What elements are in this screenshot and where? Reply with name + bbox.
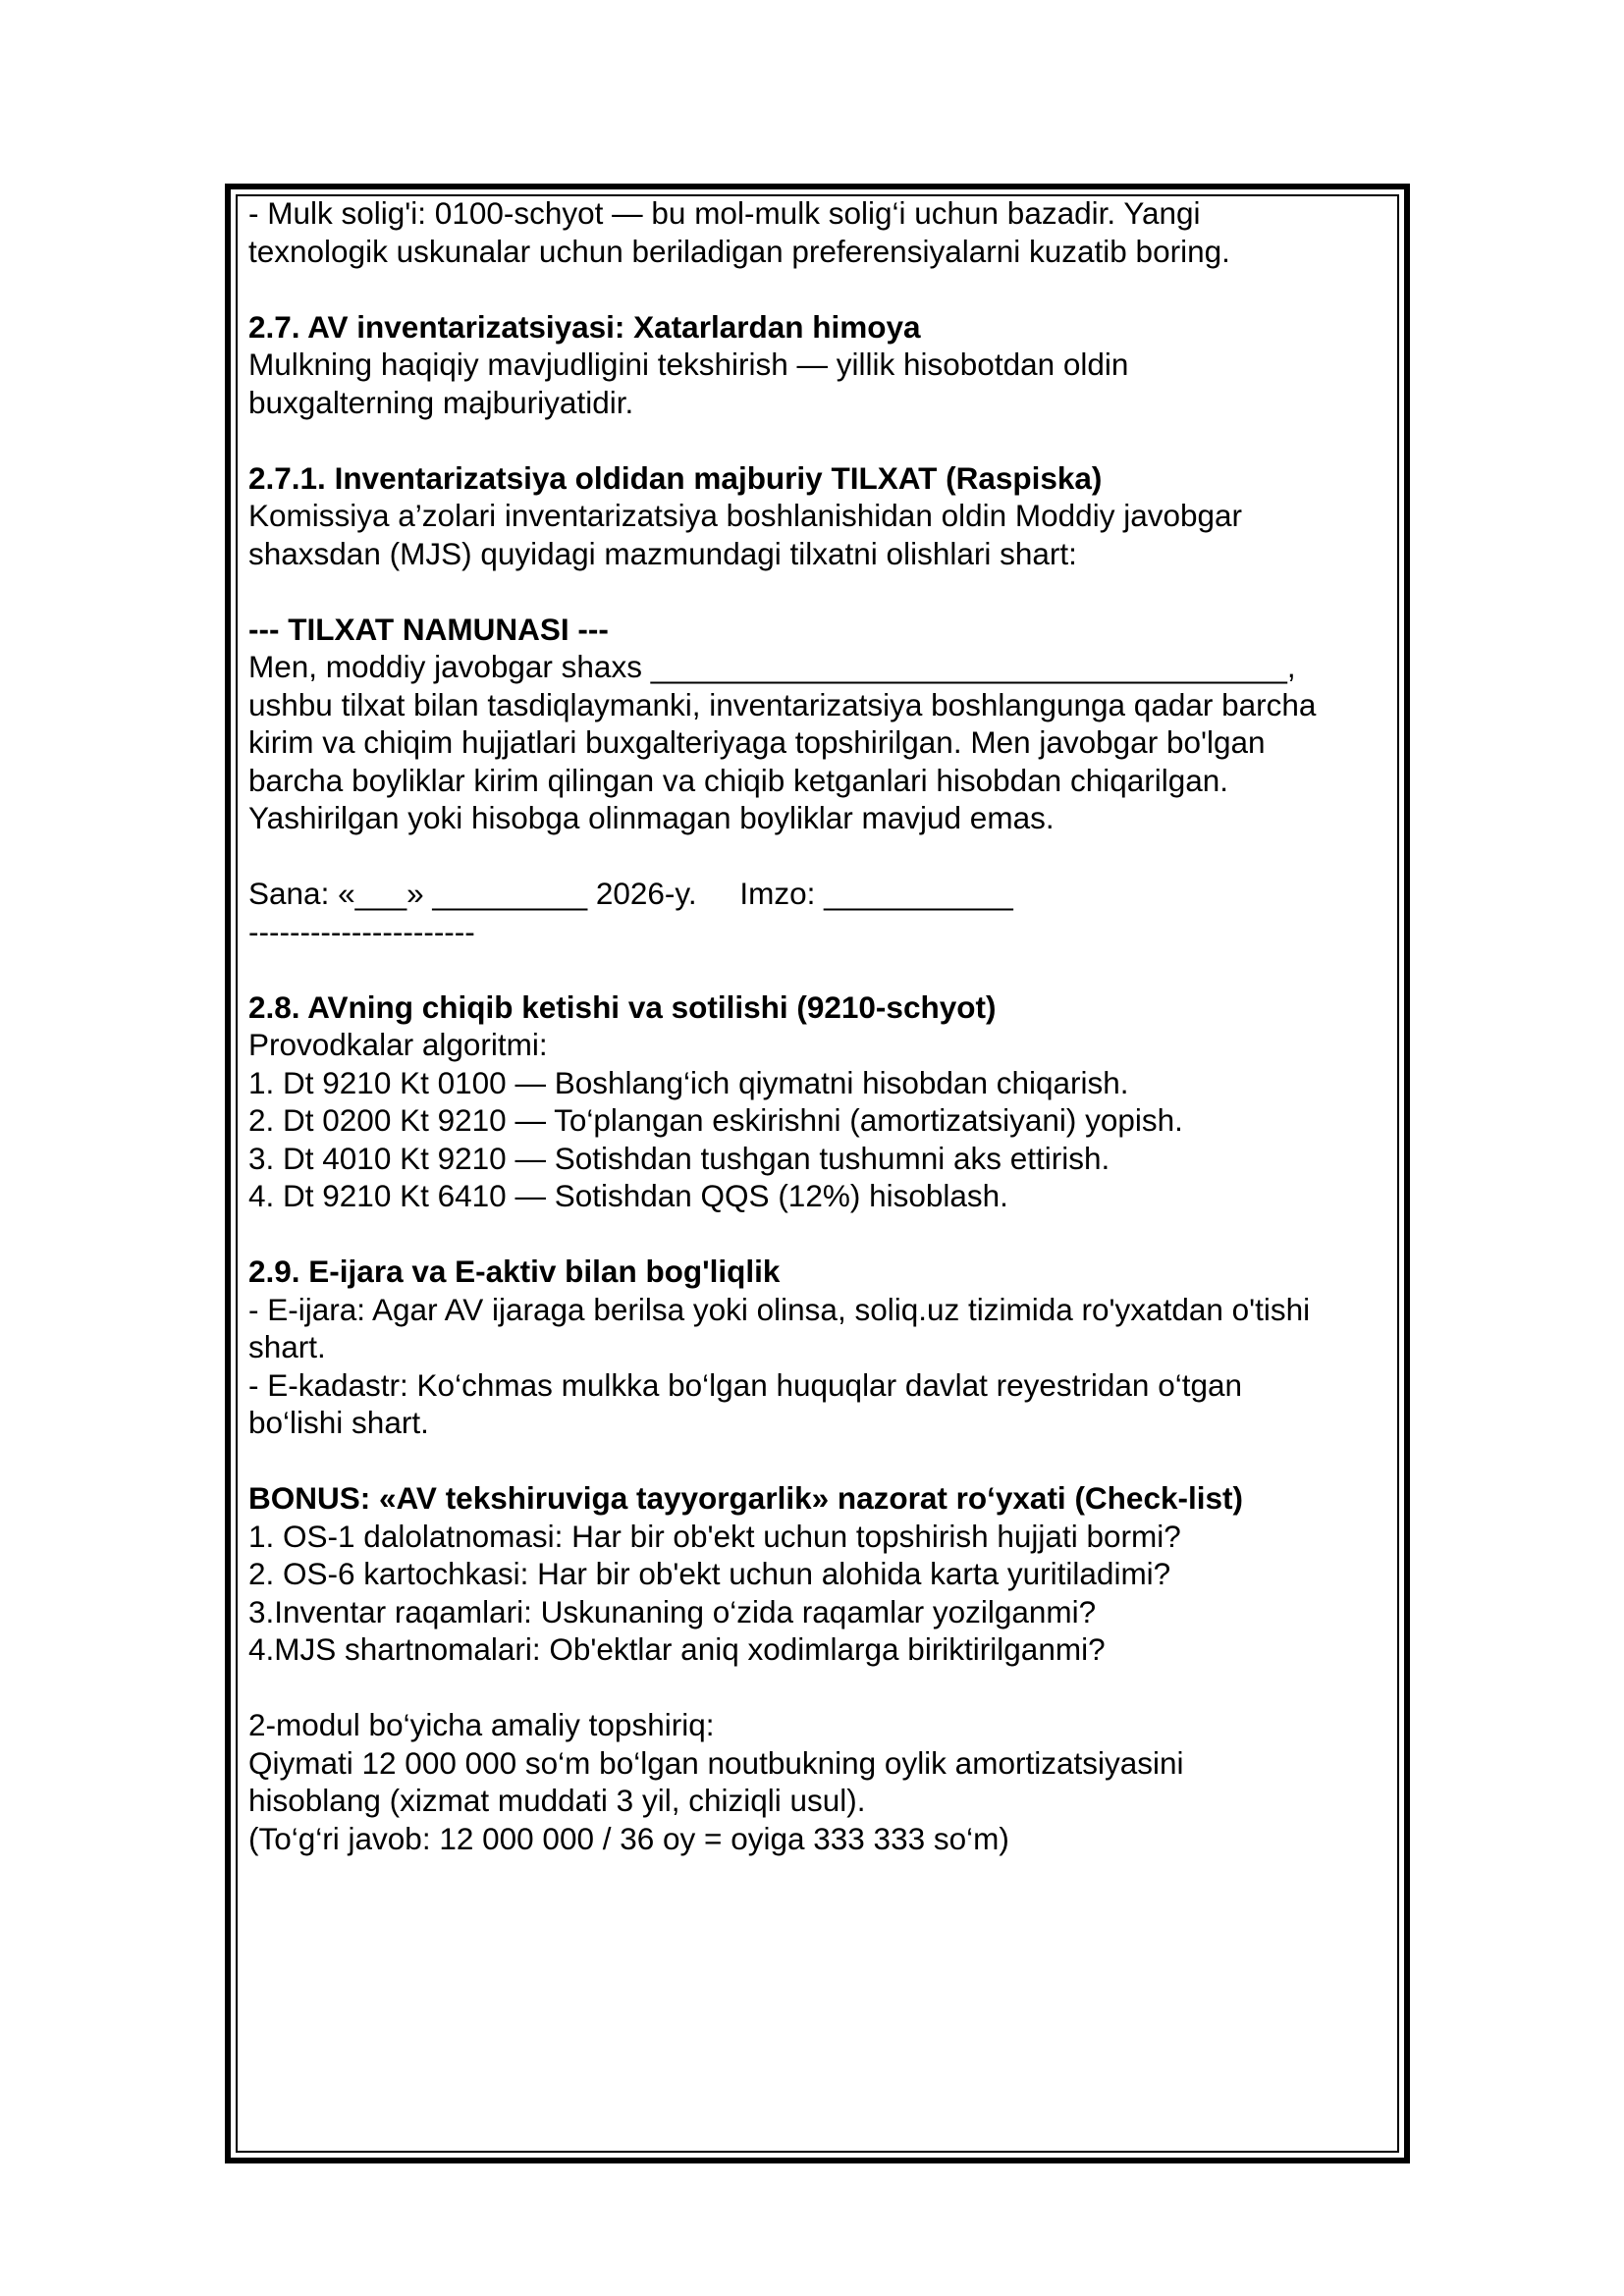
task-line: hisoblang (xizmat muddati 3 yil, chiziqli usul).	[248, 1783, 866, 1818]
spacer	[248, 950, 1402, 988]
list-item: 4. Dt 9210 Kt 6410 — Sotishdan QQS (12%) hisoblash.	[248, 1178, 1008, 1213]
checklist-item: 2. OS-6 kartochkasi: Har bir ob'ekt uchun alohida karta yuritiladimi?	[248, 1556, 1171, 1591]
list-item: 1. Dt 9210 Kt 0100 — Boshlang‘ich qiymatni hisobdan chiqarish.	[248, 1064, 1129, 1100]
spacer	[248, 1442, 1402, 1480]
task-line: Qiymati 12 000 000 so‘m bo‘lgan noutbukning oylik amortizatsiyasini	[248, 1744, 1184, 1781]
intro-line: texnologik uskunalar uchun beriladigan preferensiyalarni kuzatib boring.	[248, 233, 1230, 269]
section-heading-2-7-1: 2.7.1. Inventarizatsiya oldidan majburiy TILXAT (Raspiska)	[248, 459, 1103, 496]
section-heading-2-8: 2.8. AVning chiqib ketishi va sotilishi (9210-schyot)	[248, 988, 997, 1025]
paragraph-line: Komissiya a’zolari inventarizatsiya boshlanishidan oldin Moddiy javobgar	[248, 498, 1243, 533]
spacer	[248, 270, 1402, 308]
spacer	[248, 572, 1402, 611]
spacer	[248, 1215, 1402, 1254]
document-body	[248, 194, 1402, 1857]
list-item: 3. Dt 4010 Kt 9210 — Sotishdan tushgan tushumni aks ettirish.	[248, 1140, 1110, 1176]
paragraph-line: bo‘lishi shart.	[248, 1405, 429, 1440]
paragraph-line: buxgalterning majburiyatidir.	[248, 384, 634, 420]
section-heading-2-9: 2.9. E-ijara va E-aktiv bilan bog'liqlik	[248, 1254, 781, 1289]
checklist-item: 4.MJS shartnomalari: Ob'ektlar aniq xodimlarga biriktirilganmi?	[248, 1631, 1106, 1667]
paragraph-line: shart.	[248, 1329, 326, 1364]
checklist-item: 3.Inventar raqamlari: Uskunaning o‘zida raqamlar yozilganmi?	[248, 1593, 1097, 1629]
sample-closing-line: ----------------------	[248, 913, 475, 949]
list-item: 2. Dt 0200 Kt 9210 — To‘plangan eskirishni (amortizatsiyani) yopish.	[248, 1102, 1183, 1138]
sample-line: Yashirilgan yoki hisobga olinmagan boyliklar mavjud emas.	[248, 800, 1055, 835]
spacer	[248, 1669, 1402, 1707]
intro-line: - Mulk solig'i: 0100-schyot — bu mol-mulk solig‘i uchun bazadir. Yangi	[248, 195, 1201, 231]
task-answer: (To‘g‘ri javob: 12 000 000 / 36 oy = oyiga 333 333 so‘m)	[248, 1820, 1009, 1856]
sample-heading: --- TILXAT NAMUNASI ---	[248, 611, 609, 647]
bonus-heading: BONUS: «AV tekshiruviga tayyorgarlik» nazorat ro‘yxati (Check-list)	[248, 1480, 1243, 1516]
sample-line: Men, moddiy javobgar shaxs _____________________________________,	[248, 649, 1296, 684]
paragraph-line: - E-kadastr: Ko‘chmas mulkka bo‘lgan huquqlar davlat reyestridan o‘tgan	[248, 1366, 1243, 1403]
list-line: Provodkalar algoritmi:	[248, 1027, 548, 1062]
spacer	[248, 837, 1402, 876]
checklist-item: 1. OS-1 dalolatnomasi: Har bir ob'ekt uchun topshirish hujjati bormi?	[248, 1518, 1181, 1554]
paragraph-line: shaxsdan (MJS) quyidagi mazmundagi tilxatni olishlari shart:	[248, 535, 1077, 571]
signature-line: Sana: «___» _________ 2026-y. Imzo: ___________	[248, 876, 1013, 911]
paragraph-line: - E-ijara: Agar AV ijaraga berilsa yoki olinsa, soliq.uz tizimida ro'yxatdan o'tishi	[248, 1291, 1311, 1327]
spacer	[248, 421, 1402, 459]
sample-line: barcha boyliklar kirim qilingan va chiqib ketganlari hisobdan chiqarilgan.	[248, 762, 1229, 798]
sample-line: ushbu tilxat bilan tasdiqlaymanki, inventarizatsiya boshlangunga qadar barcha	[248, 686, 1317, 722]
task-title: 2-modul bo‘yicha amaliy topshiriq:	[248, 1707, 715, 1742]
sample-line: kirim va chiqim hujjatlari buxgalteriyaga topshirilgan. Men javobgar bo'lgan	[248, 724, 1266, 760]
paragraph-line: Mulkning haqiqiy mavjudligini tekshirish — yillik hisobotdan oldin	[248, 347, 1129, 382]
section-heading-2-7: 2.7. AV inventarizatsiyasi: Xatarlardan himoya	[248, 308, 921, 345]
